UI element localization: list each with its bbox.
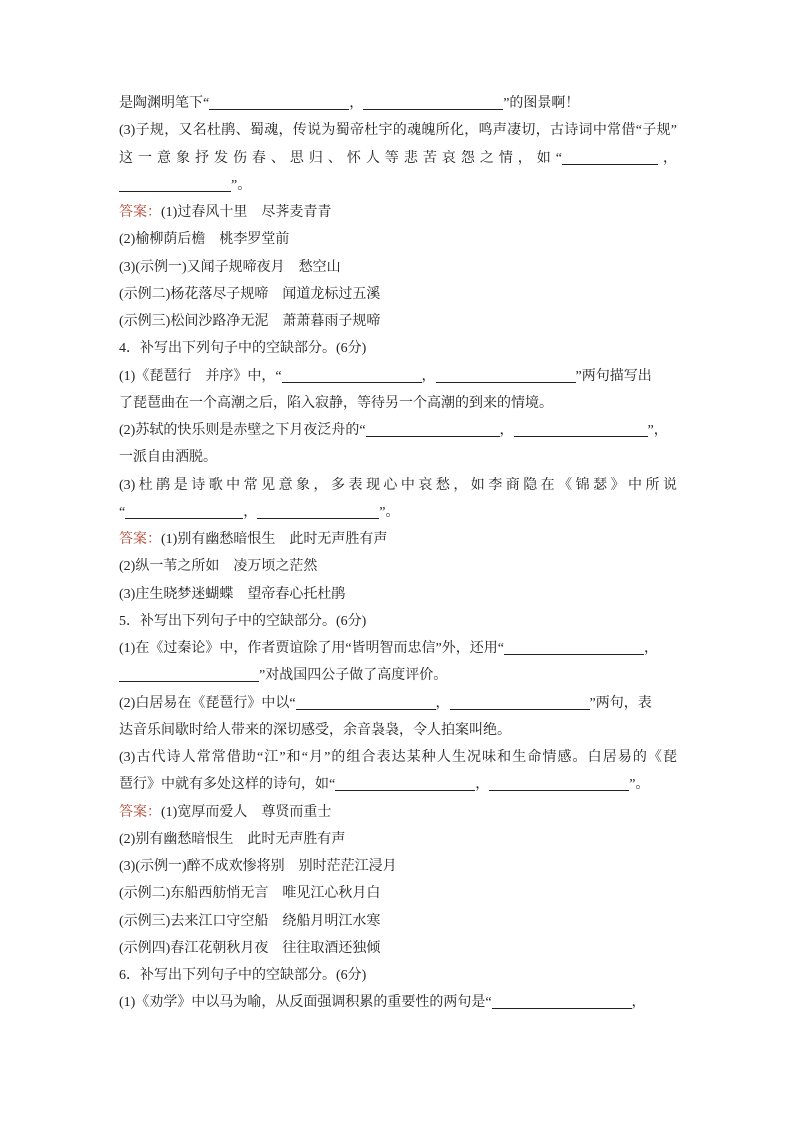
q3-answer-line bbox=[119, 254, 677, 281]
q5-stem-line bbox=[119, 771, 677, 798]
q5-answer-line bbox=[119, 908, 677, 935]
answer-text: (1)宽厚而爱人 尊贤而重士 bbox=[161, 804, 332, 820]
stem-text: (3)子规，又名杜鹃、蜀魂，传说为蜀帝杜宇的魂魄所化，鸣声凄切，古诗词中常借“子规” bbox=[119, 123, 677, 139]
question-5 bbox=[119, 608, 677, 962]
fill-in-blank bbox=[119, 667, 259, 682]
stem-text: ， bbox=[499, 423, 514, 438]
answer-label: 答案： bbox=[119, 205, 161, 220]
stem-text: (1)《琵琶行 并序》中，“ bbox=[119, 368, 282, 384]
q4-answer-line bbox=[119, 581, 677, 608]
fill-in-blank bbox=[450, 695, 590, 710]
fill-in-blank bbox=[282, 368, 422, 383]
question-6 bbox=[119, 962, 677, 1017]
answer-label: 答案： bbox=[119, 532, 161, 547]
stem-text: ”两句，表 bbox=[589, 695, 652, 711]
answer-text: (示例三)去来江口守空船 绕船月明江水寒 bbox=[119, 913, 381, 929]
question-title: 4．补写出下列句子中的空缺部分。(6分) bbox=[119, 341, 367, 357]
q4-stem-line bbox=[119, 390, 677, 417]
q3-answer-line bbox=[119, 308, 677, 335]
stem-text: 是陶渊明笔下“ bbox=[119, 96, 210, 111]
q5-answer-line bbox=[119, 853, 677, 880]
fill-in-blank bbox=[119, 177, 231, 192]
answer-text: (3)庄生晓梦迷蝴蝶 望帝春心托杜鹃 bbox=[119, 586, 346, 602]
q5-stem-line bbox=[119, 690, 677, 717]
q3-stem-line bbox=[119, 117, 677, 144]
stem-text: 了琵琶曲在一个高潮之后，陷入寂静，等待另一个高潮的到来的情境。 bbox=[119, 395, 553, 411]
q4-stem-line bbox=[119, 499, 677, 526]
q3-stem-line bbox=[119, 172, 677, 199]
fill-in-blank bbox=[335, 776, 475, 791]
stem-text: 达音乐间歇时给人带来的深切感受，余音袅袅，令人拍案叫绝。 bbox=[119, 722, 511, 738]
stem-text: ”的图景啊！ bbox=[503, 96, 580, 111]
q6-stem-line bbox=[119, 989, 677, 1016]
fill-in-blank bbox=[489, 776, 629, 791]
q4-answer-line bbox=[119, 553, 677, 580]
fill-in-blank bbox=[562, 150, 658, 165]
fill-in-blank bbox=[492, 994, 632, 1009]
stem-text: (3)古代诗人常常借助“江”和“月”的组合表达某种人生况味和生命情感。白居易的《琵 bbox=[119, 750, 677, 765]
fill-in-blank bbox=[514, 422, 648, 437]
fill-in-blank bbox=[504, 640, 644, 655]
answer-label: 答案： bbox=[119, 804, 161, 820]
stem-text: ， bbox=[435, 695, 450, 711]
answer-text: (示例四)春江花朝秋月夜 往往取酒还独倾 bbox=[119, 940, 381, 956]
q3-stem-line bbox=[119, 90, 677, 117]
stem-text: (3)杜鹃是诗歌中常见意象，多表现心中哀愁，如李商隐在《锦瑟》中所说 bbox=[119, 477, 677, 493]
fill-in-blank bbox=[296, 695, 436, 710]
q4-stem-line bbox=[119, 417, 677, 444]
stem-text: “ bbox=[119, 504, 126, 520]
question-title: 6．补写出下列句子中的空缺部分。(6分) bbox=[119, 968, 367, 983]
stem-text: ， bbox=[658, 150, 678, 166]
q5-answer-line bbox=[119, 935, 677, 962]
stem-text: ”两句描写出 bbox=[575, 368, 652, 384]
answer-text: (3)(示例一)又闻子规啼夜月 愁空山 bbox=[119, 259, 341, 275]
fill-in-blank bbox=[209, 95, 349, 110]
stem-text: ， bbox=[643, 641, 658, 656]
q5-title bbox=[119, 608, 677, 635]
document-body bbox=[119, 90, 677, 1017]
q5-stem-line bbox=[119, 744, 677, 771]
q5-answer-line bbox=[119, 826, 677, 853]
stem-text: 这一意象抒发伤春、思归、怀人等悲苦哀怨之情，如“ bbox=[119, 150, 563, 166]
fill-in-blank bbox=[363, 95, 503, 110]
fill-in-blank bbox=[366, 422, 500, 437]
answer-text: (示例二)东船西舫悄无言 唯见江心秋月白 bbox=[119, 886, 381, 902]
fill-in-blank bbox=[436, 368, 576, 383]
stem-text: ”。 bbox=[379, 504, 400, 520]
answer-text: (2)别有幽愁暗恨生 此时无声胜有声 bbox=[119, 831, 346, 847]
stem-text: 琶行》中就有多处这样的诗句，如“ bbox=[119, 777, 336, 793]
q5-answer-line bbox=[119, 799, 677, 826]
answer-text: (1)别有幽愁暗恨生 此时无声胜有声 bbox=[161, 532, 388, 547]
stem-text: (1)《劝学》中以马为喻，从反面强调积累的重要性的两句是“ bbox=[119, 995, 492, 1011]
q6-title bbox=[119, 962, 677, 989]
answer-text: (2)榆柳荫后檐 桃李罗堂前 bbox=[119, 232, 290, 248]
fill-in-blank bbox=[257, 504, 379, 519]
answer-text: (2)纵一苇之所如 凌万顷之茫然 bbox=[119, 559, 318, 575]
stem-text: ， bbox=[475, 777, 490, 793]
q4-stem-line bbox=[119, 363, 677, 390]
q5-stem-line bbox=[119, 635, 677, 662]
stem-text: (2)苏轼的快乐则是赤壁之下月夜泛舟的“ bbox=[119, 423, 366, 438]
stem-text: (1)在《过秦论》中，作者贾谊除了用“皆明智而忠信”外，还用“ bbox=[119, 641, 504, 656]
q5-answer-line bbox=[119, 880, 677, 907]
answer-text: (示例二)杨花落尽子规啼 闻道龙标过五溪 bbox=[119, 286, 381, 302]
stem-text: 一派自由洒脱。 bbox=[119, 450, 217, 466]
answer-text: (1)过春风十里 尽荠麦青青 bbox=[161, 205, 332, 220]
q5-stem-line bbox=[119, 662, 677, 689]
q4-title bbox=[119, 335, 677, 362]
q4-answer-line bbox=[119, 526, 677, 553]
q4-stem-line bbox=[119, 444, 677, 471]
answer-text: (3)(示例一)醉不成欢惨将别 别时茫茫江浸月 bbox=[119, 859, 397, 874]
q3-stem-line bbox=[119, 145, 677, 172]
stem-text: ， bbox=[421, 368, 436, 384]
stem-text: ， bbox=[631, 995, 646, 1011]
q4-stem-line bbox=[119, 472, 677, 499]
fill-in-blank bbox=[125, 504, 243, 519]
question-4 bbox=[119, 335, 677, 608]
q3-answer-line bbox=[119, 199, 677, 226]
question-title: 5．补写出下列句子中的空缺部分。(6分) bbox=[119, 613, 367, 629]
stem-text: ， bbox=[349, 96, 364, 111]
answer-text: (示例三)松间沙路净无泥 萧萧暮雨子规啼 bbox=[119, 314, 381, 329]
stem-text: (2)白居易在《琵琶行》中以“ bbox=[119, 695, 296, 711]
stem-text: ”。 bbox=[629, 777, 650, 793]
q3-answer-line bbox=[119, 226, 677, 253]
stem-text: ”， bbox=[647, 423, 668, 438]
question-3-continued bbox=[119, 90, 677, 335]
stem-text: ”对战国四公子做了高度评价。 bbox=[259, 668, 448, 684]
q5-stem-line bbox=[119, 717, 677, 744]
stem-text: ”。 bbox=[231, 177, 252, 193]
q3-answer-line bbox=[119, 281, 677, 308]
stem-text: ， bbox=[243, 504, 258, 520]
